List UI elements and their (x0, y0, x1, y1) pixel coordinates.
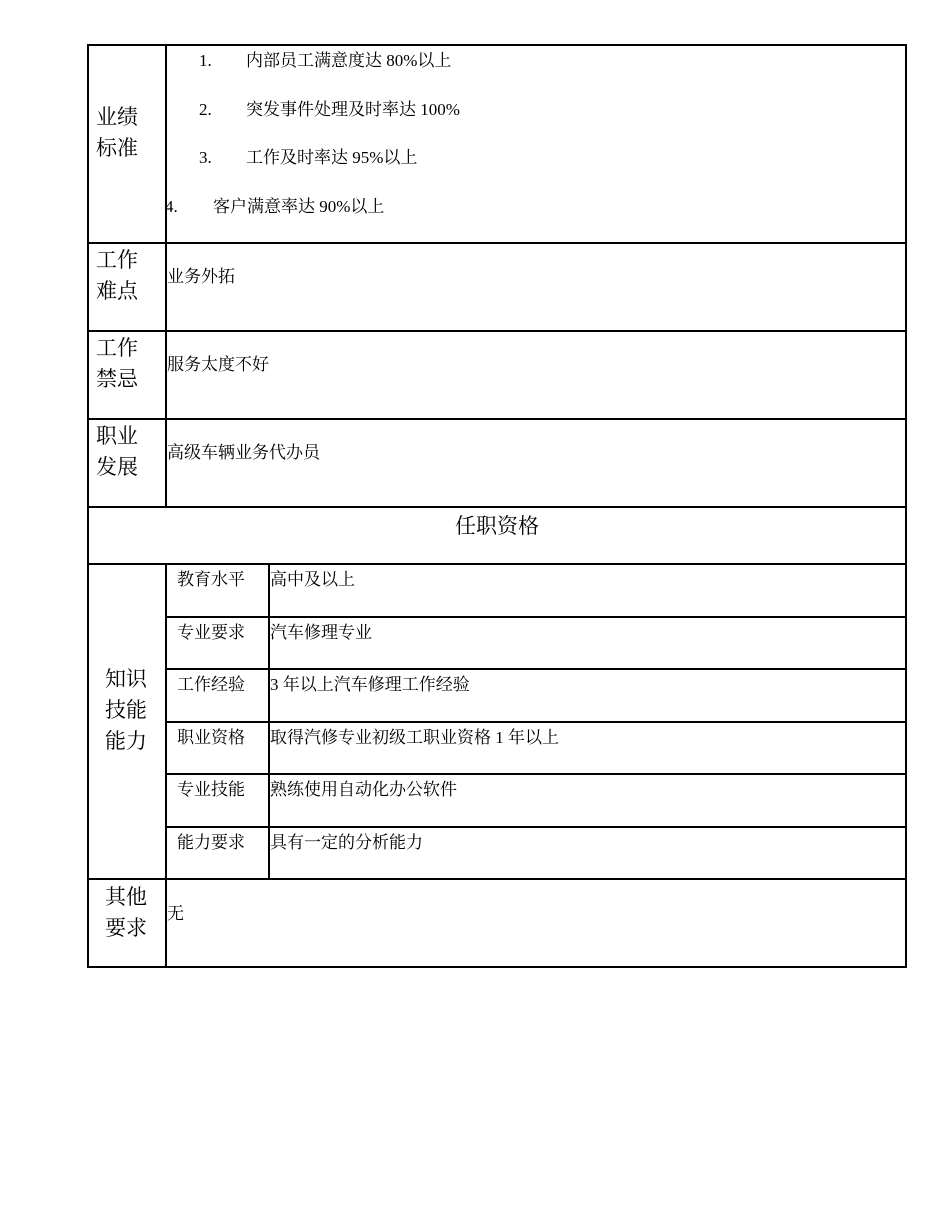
label-line-1: 业绩 (96, 105, 138, 129)
label-line-1: 工作 (96, 248, 138, 272)
qualification-value: 熟练使用自动化办公软件 (270, 780, 457, 799)
list-item-number: 4. (165, 197, 178, 216)
other-label (105, 882, 147, 944)
label-line-1: 其他 (105, 885, 147, 909)
qualification-key: 工作经验 (177, 675, 245, 694)
performance-label (96, 102, 138, 164)
row-divider (87, 242, 907, 244)
qualification-key: 能力要求 (177, 833, 245, 852)
label-line-2: 发展 (96, 455, 138, 479)
label-line-2: 要求 (105, 916, 147, 940)
taboo-label (96, 333, 138, 395)
label-line-2: 标准 (96, 136, 138, 160)
label-line-1: 工作 (96, 336, 138, 360)
label-line-2: 技能 (105, 698, 147, 722)
list-item-text: 突发事件处理及时率达 100% (246, 100, 460, 119)
label-line-1: 职业 (96, 424, 138, 448)
qualification-value: 具有一定的分析能力 (270, 833, 423, 852)
qualification-key: 专业要求 (177, 623, 245, 642)
list-item-text: 客户满意率达 90%以上 (213, 197, 385, 216)
difficulty-label (96, 245, 138, 307)
qualification-value: 3 年以上汽车修理工作经验 (270, 675, 470, 694)
sub-row-divider (165, 826, 907, 828)
qualifications-title: 任职资格 (455, 514, 539, 538)
sub-row-divider (165, 721, 907, 723)
qualification-value: 取得汽修专业初级工职业资格 1 年以上 (270, 728, 559, 747)
other-value: 无 (167, 904, 184, 923)
label-line-1: 知识 (105, 667, 147, 691)
label-line-2: 禁忌 (96, 367, 138, 391)
difficulty-value: 业务外拓 (167, 267, 235, 286)
list-item-number: 1. (199, 51, 212, 70)
row-divider (87, 330, 907, 332)
career-value: 高级车辆业务代办员 (167, 443, 320, 462)
row-divider (87, 506, 907, 508)
qualifications-group-label (105, 664, 147, 757)
taboo-value: 服务太度不好 (167, 355, 269, 374)
row-divider (87, 878, 907, 880)
sub-row-divider (165, 668, 907, 670)
qualification-value: 高中及以上 (270, 570, 355, 589)
sub-row-divider (165, 773, 907, 775)
row-divider (87, 418, 907, 420)
qualification-key: 职业资格 (177, 728, 245, 747)
list-item-number: 2. (199, 100, 212, 119)
label-line-3: 能力 (105, 729, 147, 753)
sub-row-divider (165, 616, 907, 618)
label-line-2: 难点 (96, 279, 138, 303)
qualification-key: 教育水平 (177, 570, 245, 589)
list-item-number: 3. (199, 148, 212, 167)
list-item-text: 工作及时率达 95%以上 (246, 148, 418, 167)
qualification-key: 专业技能 (177, 780, 245, 799)
career-label (96, 421, 138, 483)
list-item-text: 内部员工满意度达 80%以上 (246, 51, 452, 70)
row-divider (87, 563, 907, 565)
qualification-value: 汽车修理专业 (270, 623, 372, 642)
